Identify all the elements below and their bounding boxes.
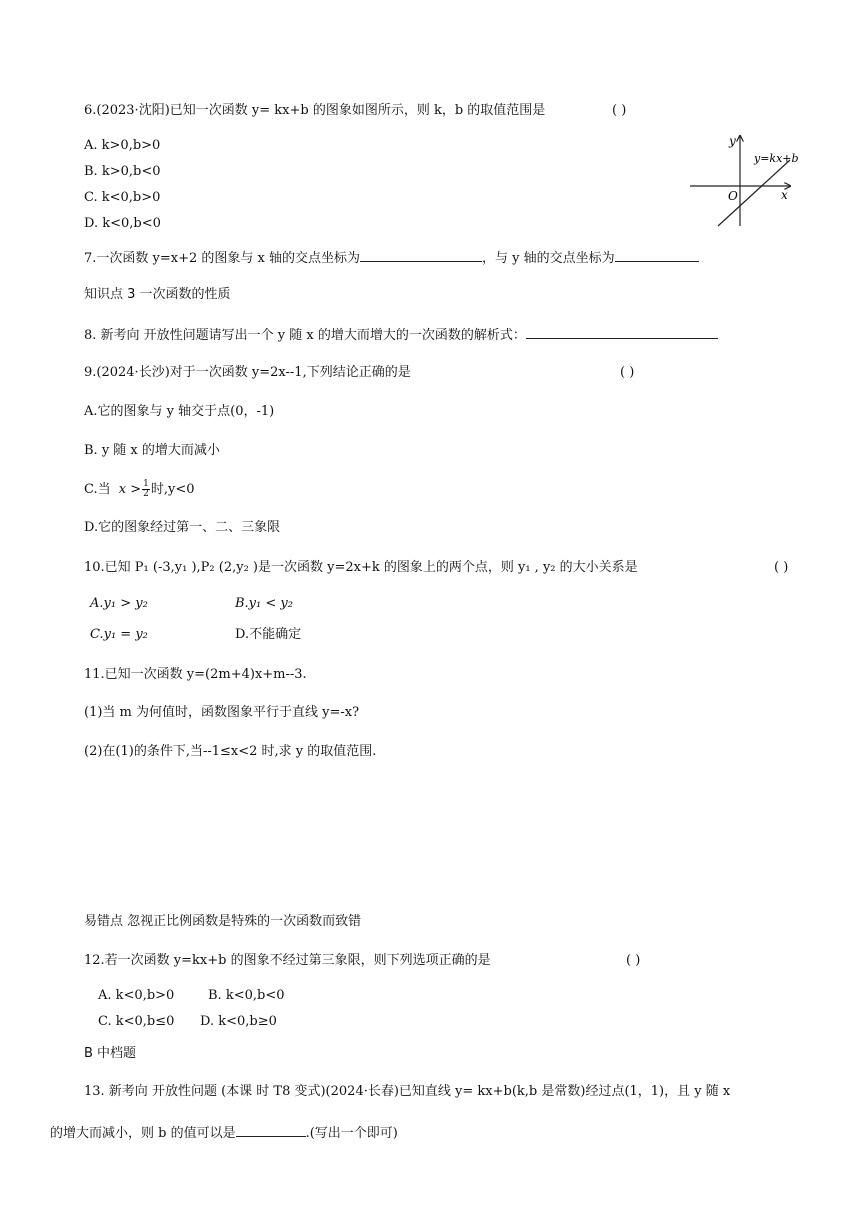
q9-option-c-fraction: $\frac{1}{2}$ [143,479,149,499]
q10-option-a: A.y₁ > y₂ [90,596,148,611]
q12-stem: 12.若一次函数 y=kx+b 的图象不经过第三象限，则下列选项正确的是 [84,953,491,968]
q13-blank[interactable] [236,1122,306,1137]
q12-option-a: A. k<0,b>0 [98,988,175,1003]
q8-blank[interactable] [526,324,718,339]
q10-option-c: C.y₁ = y₂ [90,627,148,642]
q6-stem [84,102,545,120]
line-label: y=kx+b [754,152,799,165]
q12-option-d: D. k<0,b≥0 [200,1014,277,1029]
q8 [84,324,718,345]
q11-part-1: (1)当 m 为何值时，函数图象平行于直线 y=-x? [84,705,360,720]
q11-part-2: (2)在(1)的条件下,当--1≤x<2 时,求 y 的取值范围. [84,744,377,759]
q7-part2: ，与 y 轴的交点坐标为 [482,251,615,266]
q6-option-a: A. k>0,b>0 [84,138,161,153]
q8-text: 8. 新考向 开放性问题请写出一个 y 随 x 的增大而增大的一次函数的解析式： [84,328,526,343]
x-axis-label: x [781,188,788,202]
q10-option-b: B.y₁ < y₂ [235,596,293,611]
level-b-heading: B 中档题 [84,1046,137,1061]
q7-blank-1[interactable] [360,247,482,262]
q9-option-b: B. y 随 x 的增大而减小 [84,443,220,458]
q6-stem-text: 6.(2023·沈阳)已知一次函数 y= kx+b 的图象如图所示，则 k，b 的取值范围是 [84,103,546,118]
q10-stem: 10.已知 P₁ (-3,y₁ ),P₂ (2,y₂ )是一次函数 y=2x+k 的图象上的两个点，则 y₁ , y₂ 的大小关系是 [84,560,638,575]
q6-paren: ( ) [612,103,627,118]
q12-option-c: C. k<0,b≤0 [98,1014,175,1029]
q10-option-d: D.不能确定 [235,627,302,642]
q12-paren: ( ) [626,953,641,968]
q9-option-c: C.当 x > $\frac{1}{2}$ 时,y<0 [84,479,195,499]
q9-stem: 9.(2024·长沙)对于一次函数 y=2x--1,下列结论正确的是 [84,365,411,380]
q11-stem: 11.已知一次函数 y=(2m+4)x+m--3. [84,667,307,682]
q13-line-1: 13. 新考向 开放性问题 (本课 时 T8 变式)(2024·长春)已知直线 y= kx+b(k,b 是常数)经过点(1，1)，且 y 随 x [84,1084,731,1099]
q7-part1: 7.一次函数 y=x+2 的图象与 x 轴的交点坐标为 [84,251,360,266]
q6-graph [688,130,818,230]
q9-option-a: A.它的图象与 y 轴交于点(0，-1) [84,404,275,419]
q7 [84,247,699,268]
q9-option-c-inequality: x > [118,482,142,497]
q6-option-d: D. k<0,b<0 [84,216,161,231]
q12-option-b: B. k<0,b<0 [208,988,285,1003]
q13-line-2: 的增大而减小，则 b 的值可以是 .(写出一个即可) [50,1122,398,1143]
section-3-heading: 知识点 3 一次函数的性质 [84,287,231,302]
origin-label: O [728,189,738,203]
q10-paren: ( ) [774,560,789,575]
q9-option-d: D.它的图象经过第一、二、三象限 [84,520,281,535]
q9-paren: ( ) [620,365,635,380]
q6-option-b: B. k>0,b<0 [84,164,161,179]
q7-blank-2[interactable] [615,247,699,262]
q6-option-c: C. k<0,b>0 [84,190,161,205]
mistake-heading: 易错点 忽视正比例函数是特殊的一次函数而致错 [84,914,362,929]
y-axis-label: y [729,134,736,148]
